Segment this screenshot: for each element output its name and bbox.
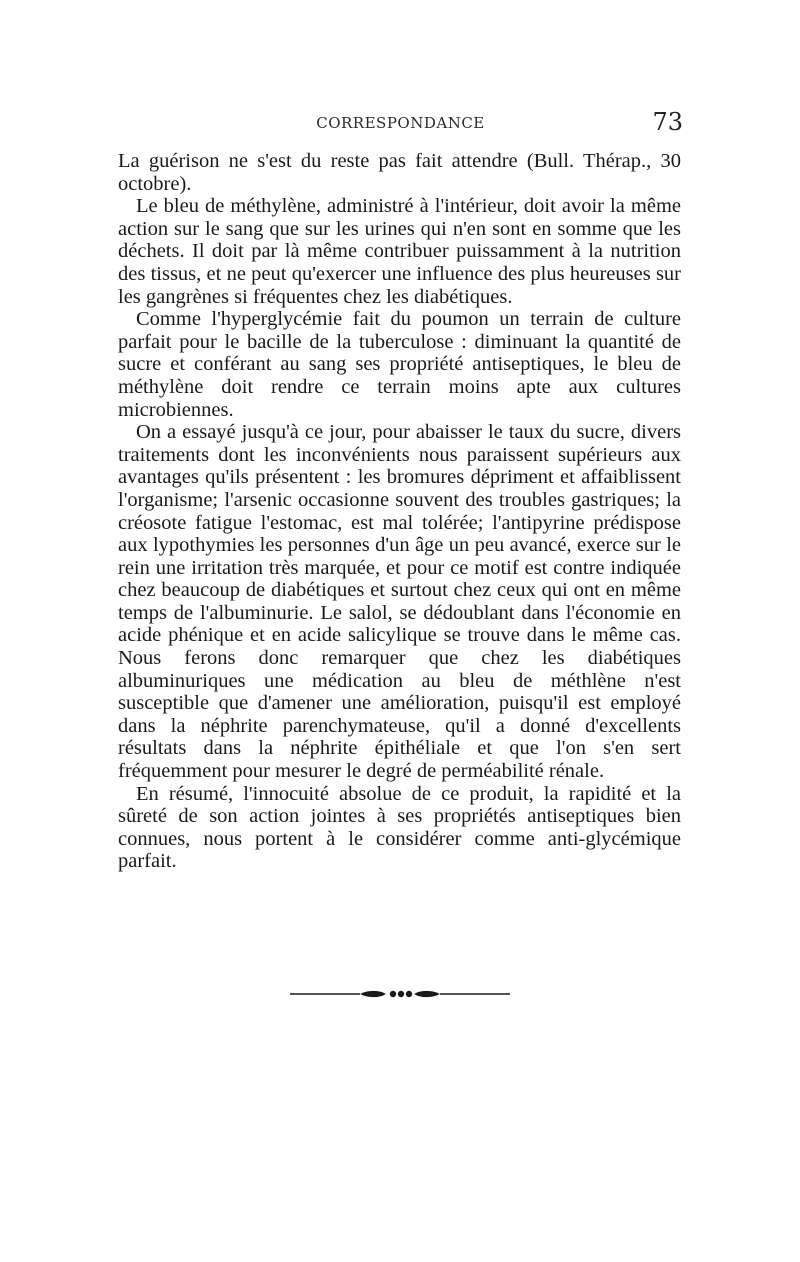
page-header bbox=[118, 108, 683, 142]
end-ornament bbox=[290, 986, 510, 1002]
paragraph-2: Le bleu de méthylène, administré à l'intérieur, doit avoir la même action sur le sang que sur les urines qui n'en sont en somme que les déchets. Il doit par là même contribuer puissamment à la nutrition des tissus, et ne peut qu'exercer une influence des plus heureuses sur les gangrènes si fréquentes chez les diabétiques. bbox=[118, 195, 681, 308]
body-text bbox=[118, 150, 681, 873]
paragraph-3: Comme l'hyperglycémie fait du poumon un terrain de culture parfait pour le bacille de la tuberculose : diminuant la quantité de sucre et conférant au sang ses propriété antiseptiques, le bleu de méthylène doit rendre ce terrain moins apte aux cultures microbiennes. bbox=[118, 308, 681, 421]
paragraph-1: La guérison ne s'est du reste pas fait attendre (Bull. Thérap., 30 octobre). bbox=[118, 150, 681, 195]
paragraph-5: En résumé, l'innocuité absolue de ce produit, la rapidité et la sûreté de son action jointes à ses propriétés antiseptiques bien connues, nous portent à le considérer comme anti-glycémique parfait. bbox=[118, 782, 681, 873]
running-title: CORRESPONDANCE bbox=[316, 114, 485, 132]
paragraph-4: On a essayé jusqu'à ce jour, pour abaisser le taux du sucre, divers traitements dont les inconvénients nous paraissent supérieurs aux avantages qu'ils présentent : les bromures dépriment et affaiblissent l'organisme; l'arsenic occasionne souvent des troubles gastriques; la créosote fatigue l'estomac, est mal tolérée; l'antipyrine prédispose aux lypothymies les personnes d'un âge un peu avancé, exerce sur le rein une irritation très marquée, et pour ce motif est contre indiquée chez beaucoup de diabétiques et surtout chez ceux qui ont en même temps de l'albuminurie. Le salol, se dédoublant dans l'économie en acide phénique et en acide salicylique se trouve dans le même cas. Nous ferons donc remarquer que chez les diabétiques albuminuriques une médication au bleu de méthlène n'est susceptible que d'amener une amélioration, puisqu'il est employé dans la néphrite parenchymateuse, qu'il a donné d'excellents résultats dans la néphrite épithéliale et que l'on s'en sert fréquemment pour mesurer le degré de perméabilité rénale. bbox=[118, 421, 681, 783]
page-number: 73 bbox=[652, 108, 683, 136]
